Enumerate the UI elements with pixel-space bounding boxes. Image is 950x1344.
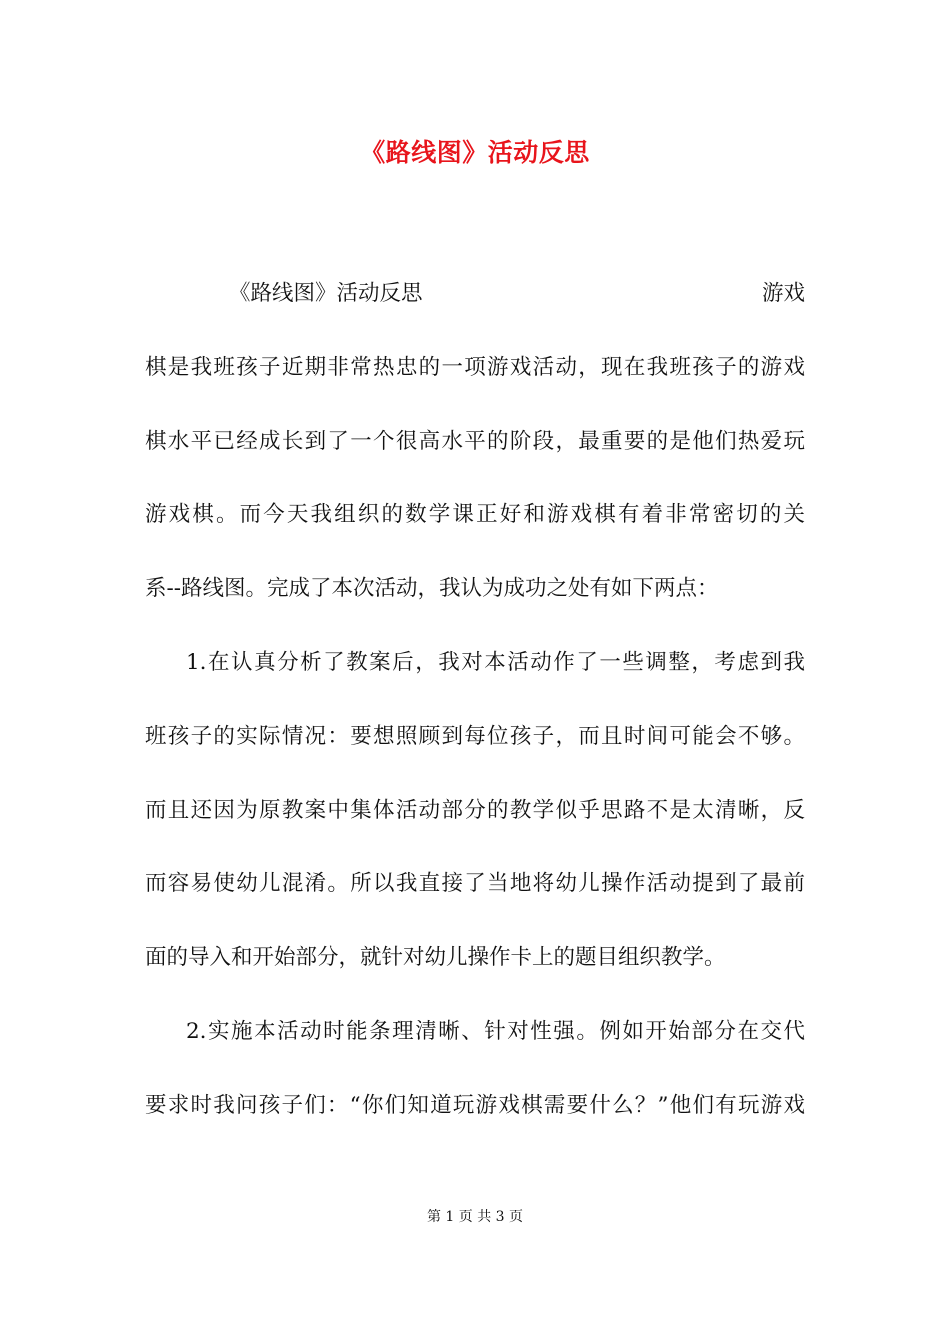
text-line: 1.在认真分析了教案后，我对本活动作了一些调整，考虑到我 <box>186 650 805 675</box>
text-line: 面的导入和开始部分，就针对幼儿操作卡上的题目组织教学。 <box>145 945 726 970</box>
text-line: 棋水平已经成长到了一个很高水平的阶段，最重要的是他们热爱玩 <box>145 429 805 454</box>
first-line-tail: 游戏 <box>761 281 805 306</box>
text-line: 而且还因为原教案中集体活动部分的教学似乎思路不是太清晰，反 <box>145 798 805 823</box>
text-line: 班孩子的实际情况：要想照顾到每位孩子，而且时间可能会不够。 <box>145 724 805 749</box>
text-line: 系--路线图。完成了本次活动，我认为成功之处有如下两点： <box>145 576 719 601</box>
text-line: 而容易使幼儿混淆。所以我直接了当地将幼儿操作活动提到了最前 <box>145 871 805 896</box>
text-line: 游戏棋。而今天我组织的数学课正好和游戏棋有着非常密切的关 <box>145 502 805 527</box>
text-line: 2.实施本活动时能条理清晰、针对性强。例如开始部分在交代 <box>186 1019 805 1044</box>
document-title: 《路线图》活动反思 <box>360 138 590 167</box>
first-text-line <box>145 276 805 312</box>
text-line: 要求时我问孩子们：“你们知道玩游戏棋需要什么？”他们有玩游戏 <box>145 1093 805 1118</box>
page-footer: 第 1 页 共 3 页 <box>426 1209 524 1225</box>
inline-heading: 《路线图》活动反思 <box>229 281 423 306</box>
text-line: 棋是我班孩子近期非常热忠的一项游戏活动，现在我班孩子的游戏 <box>145 355 805 380</box>
